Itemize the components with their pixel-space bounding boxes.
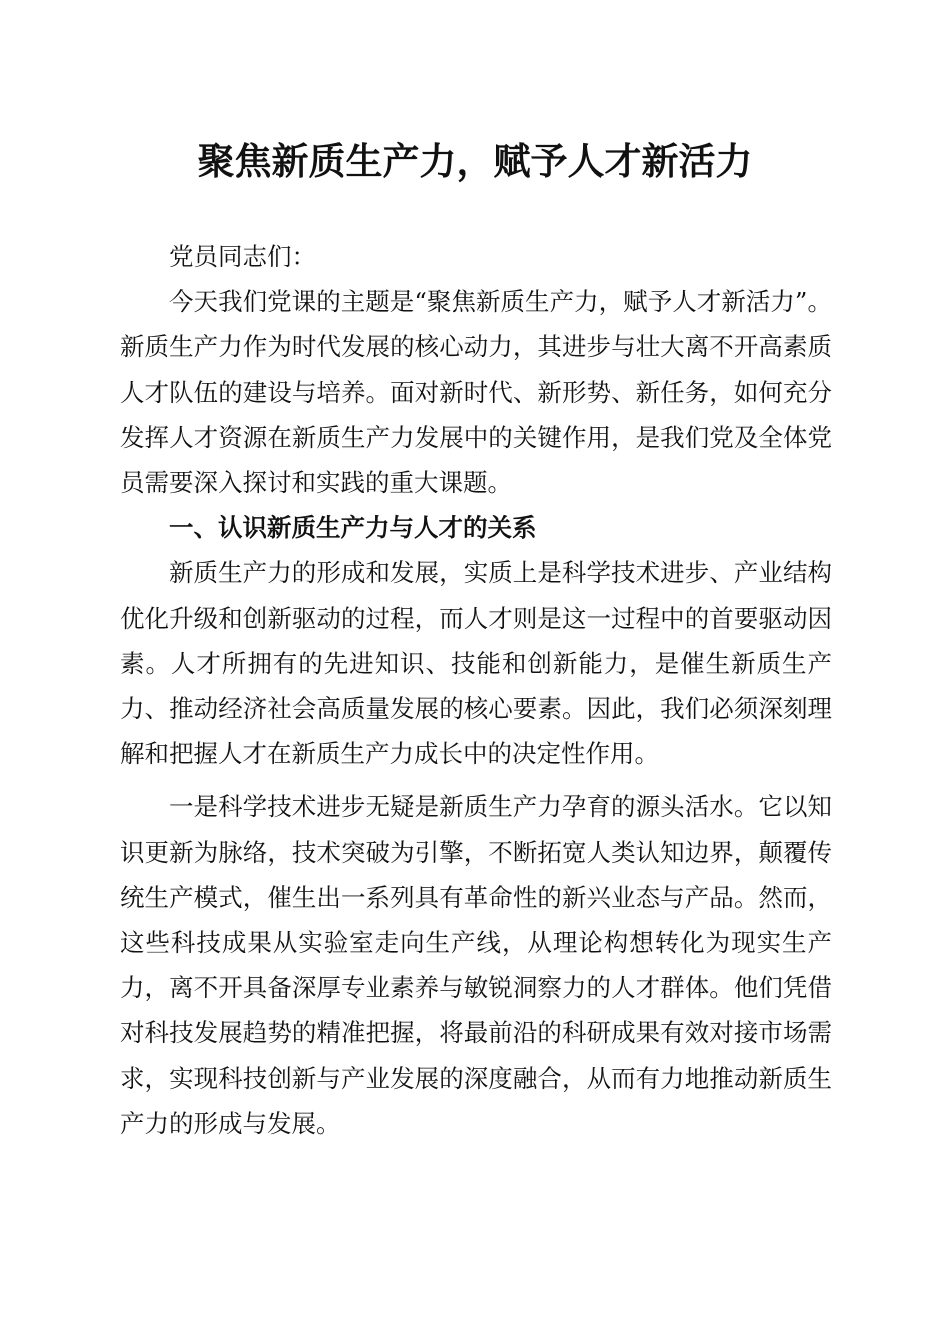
section-heading: 一、认识新质生产力与人才的关系: [169, 513, 537, 543]
intro-paragraph: 今天我们党课的主题是“聚焦新质生产力，赋予人才新活力”。新质生产力作为时代发展的核心动力，其进步与壮大离不开高素质人才队伍的建设与培养。面对新时代、新形势、新任务，如何充分发挥人才资源在新质生产力发展中的关键作用，是我们党及全体党员需要深入探讨和实践的重大课题。: [120, 287, 832, 498]
section-paragraph: 新质生产力的形成和发展，实质上是科学技术进步、产业结构优化升级和创新驱动的过程，而人才则是这一过程中的首要驱动因素。人才所拥有的先进知识、技能和创新能力，是催生新质生产力、推动经济社会高质量发展的核心要素。因此，我们必须深刻理解和把握人才在新质生产力成长中的决定性作用。: [120, 558, 832, 769]
document-title: 聚焦新质生产力，赋予人才新活力: [197, 139, 753, 183]
salutation: 党员同志们：: [169, 242, 316, 271]
section-paragraph: 一是科学技术进步无疑是新质生产力孕育的源头活水。它以知识更新为脉络，技术突破为引擎，不断拓宽人类认知边界，颠覆传统生产模式，催生出一系列具有革命性的新兴业态与产品。然而，这些科技成果从实验室走向生产线，从理论构想转化为现实生产力，离不开具备深厚专业素养与敏锐洞察力的人才群体。他们凭借对科技发展趋势的精准把握，将最前沿的科研成果有效对接市场需求，实现科技创新与产业发展的深度融合，从而有力地推动新质生产力的形成与发展。: [120, 792, 832, 1138]
document-body: [120, 234, 832, 1146]
